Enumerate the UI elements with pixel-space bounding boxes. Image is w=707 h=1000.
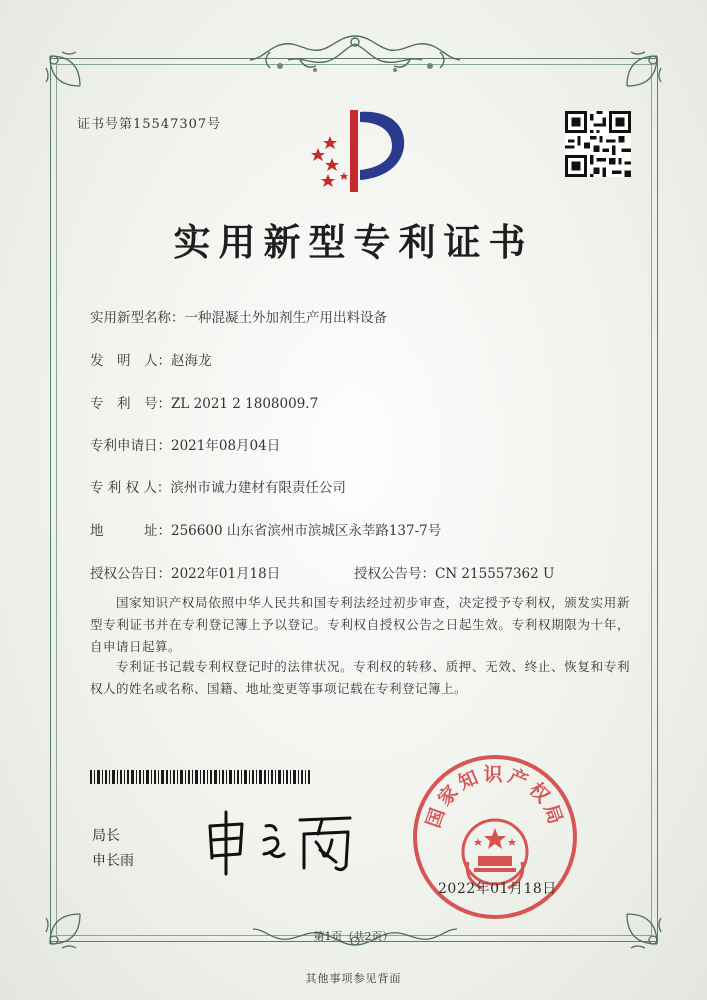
field-label: 实用新型名称： — [90, 310, 185, 326]
field-grant-number — [354, 562, 554, 582]
field-label: 专 利 权 人： — [90, 480, 171, 496]
corner-ornament — [603, 890, 667, 954]
field-value: 2022年01月18日 — [171, 566, 281, 582]
field-patent-number — [90, 392, 318, 412]
cnipa-logo-icon — [298, 100, 413, 200]
field-utility-model-name — [90, 306, 387, 326]
field-value: 2021年08月04日 — [171, 438, 281, 454]
qr-code-icon — [565, 111, 631, 177]
field-label: 地 址： — [90, 523, 171, 539]
field-label: 专 利 号： — [90, 396, 171, 412]
page-title: 实用新型专利证书 — [173, 220, 534, 264]
svg-text:国家知识产权局: 国家知识产权局 — [422, 763, 568, 831]
signature-icon — [200, 808, 370, 878]
field-filing-date — [90, 434, 280, 454]
field-value: 一种混凝土外加剂生产用出料设备 — [184, 310, 387, 326]
field-value: 赵海龙 — [171, 353, 212, 369]
top-ornament — [240, 30, 470, 82]
certificate-number: 证书号第15547307号 — [77, 117, 222, 132]
field-value: 滨州市诚力建材有限责任公司 — [170, 480, 346, 496]
field-patentee — [90, 476, 346, 496]
field-label: 授权公告日： — [90, 566, 171, 582]
field-address — [90, 519, 441, 539]
certificate-paragraph: 国家知识产权局依照中华人民共和国专利法经过初步审查，决定授予专利权，颁发实用新型专利证书并在专利登记簿上予以登记。专利权自授权公告之日起生效。专利权期限为十年，自申请日起算。 — [90, 595, 630, 654]
field-value: 256600 山东省滨州市滨城区永莘路137-7号 — [171, 523, 442, 539]
certificate-paragraph: 专利证书记载专利权登记时的法律状况。专利权的转移、质押、无效、终止、恢复和专利权人的姓名或名称、国籍、地址变更等事项记载在专利登记簿上。 — [90, 659, 630, 696]
issue-date: 2022年01月18日 — [438, 881, 557, 897]
corner-ornament — [603, 46, 667, 110]
page-number: 第1页（共2页） — [313, 930, 394, 943]
field-grant-date — [90, 562, 280, 582]
field-value: CN 215557362 U — [435, 566, 555, 582]
field-label: 专利申请日： — [90, 438, 171, 454]
corner-ornament — [40, 46, 104, 110]
field-inventor — [90, 349, 212, 369]
field-label: 发 明 人： — [90, 353, 171, 369]
barcode-icon — [90, 770, 310, 784]
footer-note: 其他事项参见背面 — [305, 972, 402, 985]
field-value: ZL 2021 2 1808009.7 — [171, 396, 319, 412]
corner-ornament — [40, 890, 104, 954]
field-label: 授权公告号： — [354, 566, 435, 582]
director-name: 申长雨 — [92, 853, 134, 869]
director-title: 局长 — [92, 828, 120, 844]
